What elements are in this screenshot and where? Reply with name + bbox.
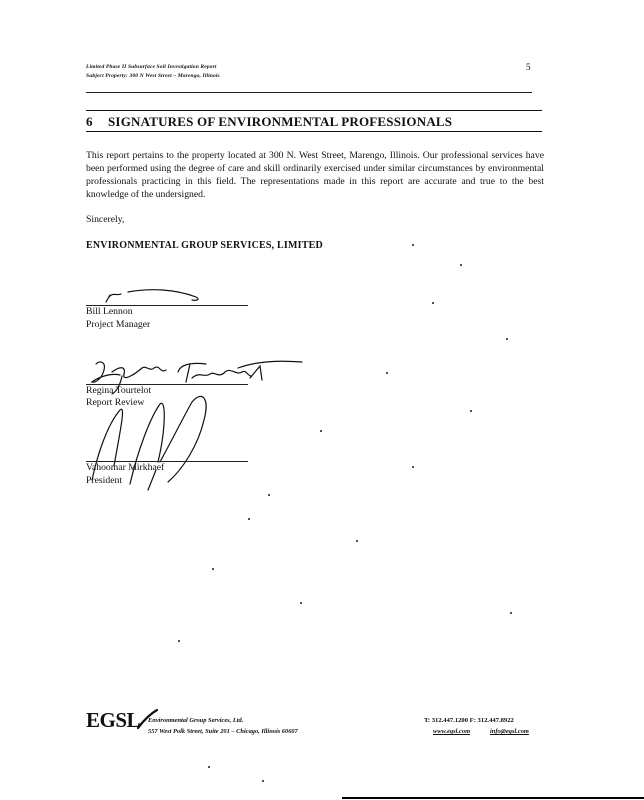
logo-text: EGSL — [86, 708, 141, 732]
scan-speck — [262, 780, 264, 782]
footer-website-link[interactable]: www.egsl.com — [433, 728, 471, 735]
signatory-name-1: Bill Lennon — [86, 306, 133, 317]
signatory-title-1: Project Manager — [86, 319, 151, 330]
scan-speck — [212, 568, 214, 570]
scan-speck — [178, 640, 180, 642]
scan-speck — [460, 264, 462, 266]
closing-salutation: Sincerely, — [86, 214, 125, 225]
page-number: 5 — [526, 62, 531, 72]
footer-phone-fax: T: 312.447.1200 F: 312.447.8922 — [424, 717, 514, 724]
scan-speck — [432, 302, 434, 304]
footer-email-link[interactable]: info@egsl.com — [490, 728, 529, 735]
scan-speck — [268, 494, 270, 496]
report-title: Limited Phase II Subsurface Soil Investigation Report — [86, 64, 217, 70]
scan-speck — [320, 430, 322, 432]
scan-speck — [248, 518, 250, 520]
scan-speck — [208, 766, 210, 768]
section-title: SIGNATURES OF ENVIRONMENTAL PROFESSIONALS — [108, 114, 453, 129]
footer-company: Environmental Group Services, Ltd. — [148, 717, 244, 724]
company-name: ENVIRONMENTAL GROUP SERVICES, LIMITED — [86, 240, 323, 251]
footer-address: 557 West Polk Street, Suite 201 – Chicago, Illinois 60607 — [148, 728, 298, 735]
scan-speck — [300, 602, 302, 604]
signatory-name-2: Regina Tourtelot — [86, 385, 152, 396]
signatory-name-3: Vahoomar Mirkhaef — [86, 462, 165, 473]
section-number: 6 — [86, 114, 93, 129]
scan-speck — [386, 372, 388, 374]
subject-property: Subject Property: 300 N West Street – Marengo, Illinois — [86, 73, 220, 79]
scan-speck — [412, 466, 414, 468]
scan-speck — [412, 244, 414, 246]
signatory-title-3: President — [86, 475, 123, 486]
scan-speck — [506, 338, 508, 340]
scan-edge-line — [342, 797, 644, 799]
scan-speck — [470, 410, 472, 412]
certification-paragraph: This report pertains to the property located at 300 N. West Street, Marengo, Illinois. Our professional services have been performed using the degree of care and skill ordinarily exercised under similar circumstances by environmental professionals practicing in this field. The representations made in this report are accurate and true to the best knowledge of the undersigned. — [86, 150, 544, 201]
scan-speck — [356, 540, 358, 542]
signatory-title-2: Report Review — [86, 397, 145, 408]
scan-speck — [510, 612, 512, 614]
